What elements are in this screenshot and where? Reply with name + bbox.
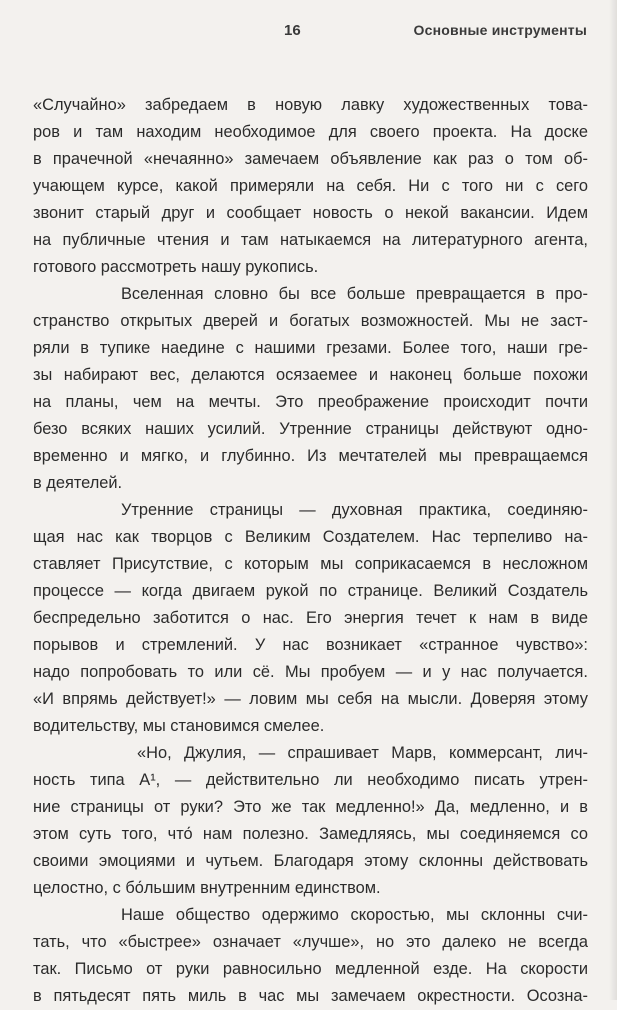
text-line: Утренние страницы — духовная практика, соединяю- (121, 501, 588, 519)
text-line: безо всяких наших усилий. Утренние страницы действуют одно- (33, 420, 588, 438)
body-text (33, 92, 588, 1010)
running-title: Основные инструменты (413, 22, 587, 38)
text-line: на публичные чтения и там натыкаемся на литературного агента, (33, 231, 588, 249)
text-line: в пятьдесят пять миль в час мы замечаем окрестности. Осозна- (33, 987, 588, 1005)
text-line: в деятелей. (33, 474, 123, 492)
text-line: учающем курсе, какой примеряли на себя. Ни с того ни с сего (33, 177, 588, 195)
text-line: звонит старый друг и сообщает новость о некой вакансии. Идем (33, 204, 588, 222)
text-line: так. Письмо от руки равносильно медленной езде. На скорости (33, 960, 588, 978)
text-line: своими эмоциями и чутьем. Благодаря этому склонны действовать (33, 852, 588, 870)
text-line: этом суть того, что́ нам полезно. Замедляясь, мы соединяемся со (33, 825, 588, 843)
page-edge-shadow (609, 0, 617, 1000)
text-line: готового рассмотреть нашу рукопись. (33, 258, 319, 276)
page-header (0, 22, 617, 46)
text-line: ность типа А¹, — действительно ли необходимо писать утрен- (33, 771, 588, 789)
text-line: ряли в тупике наедине с нашими грезами. Более того, наши гре- (33, 339, 588, 357)
text-line: целостно, с бо́льшим внутренним единством. (33, 879, 381, 897)
text-line: надо попробовать то или сё. Мы пробуем — и у нас получается. (33, 663, 588, 681)
text-line: на планы, чем на мечты. Это преображение происходит почти (33, 393, 588, 411)
text-line: ние страницы от руки? Это же так медленно!» Да, медленно, и в (33, 798, 588, 816)
text-line: щая нас как творцов с Великим Создателем. Нас терпеливо на- (33, 528, 588, 546)
text-line: тать, что «быстрее» означает «лучше», но это далеко не всегда (33, 933, 588, 951)
text-line: Наше общество одержимо скоростью, мы склонны счи- (121, 906, 588, 924)
text-line: «Случайно» забредаем в новую лавку художественных това- (33, 96, 588, 114)
text-line: странство открытых дверей и богатых возможностей. Мы не заст- (33, 312, 588, 330)
text-line: зы набирают вес, делаются осязаемее и наконец больше похожи (33, 366, 588, 384)
text-line: в прачечной «нечаянно» замечаем объявление как раз о том об- (33, 150, 588, 168)
text-line: процессе — когда двигаем рукой по странице. Великий Создатель (33, 582, 588, 600)
text-line: ставляет Присутствие, с которым мы соприкасаемся в несложном (33, 555, 588, 573)
text-line: водительству, мы становимся смелее. (33, 717, 325, 735)
text-line: Вселенная словно бы все больше превращается в про- (121, 285, 588, 303)
text-line: беспредельно заботится о нас. Его энергия течет к нам в виде (33, 609, 588, 627)
text-line: «Но, Джулия, — спрашивает Марв, коммерсант, лич- (137, 744, 588, 762)
text-line: порывов и стремлений. У нас возникает «странное чувство»: (33, 636, 588, 654)
text-line: «И впрямь действует!» — ловим мы себя на мысли. Доверяя этому (33, 690, 588, 708)
text-line: временно и мягко, и глубинно. Из мечтателей мы превращаемся (33, 447, 588, 465)
page-number: 16 (284, 22, 301, 39)
text-line: ров и там находим необходимое для своего проекта. На доске (33, 123, 588, 141)
